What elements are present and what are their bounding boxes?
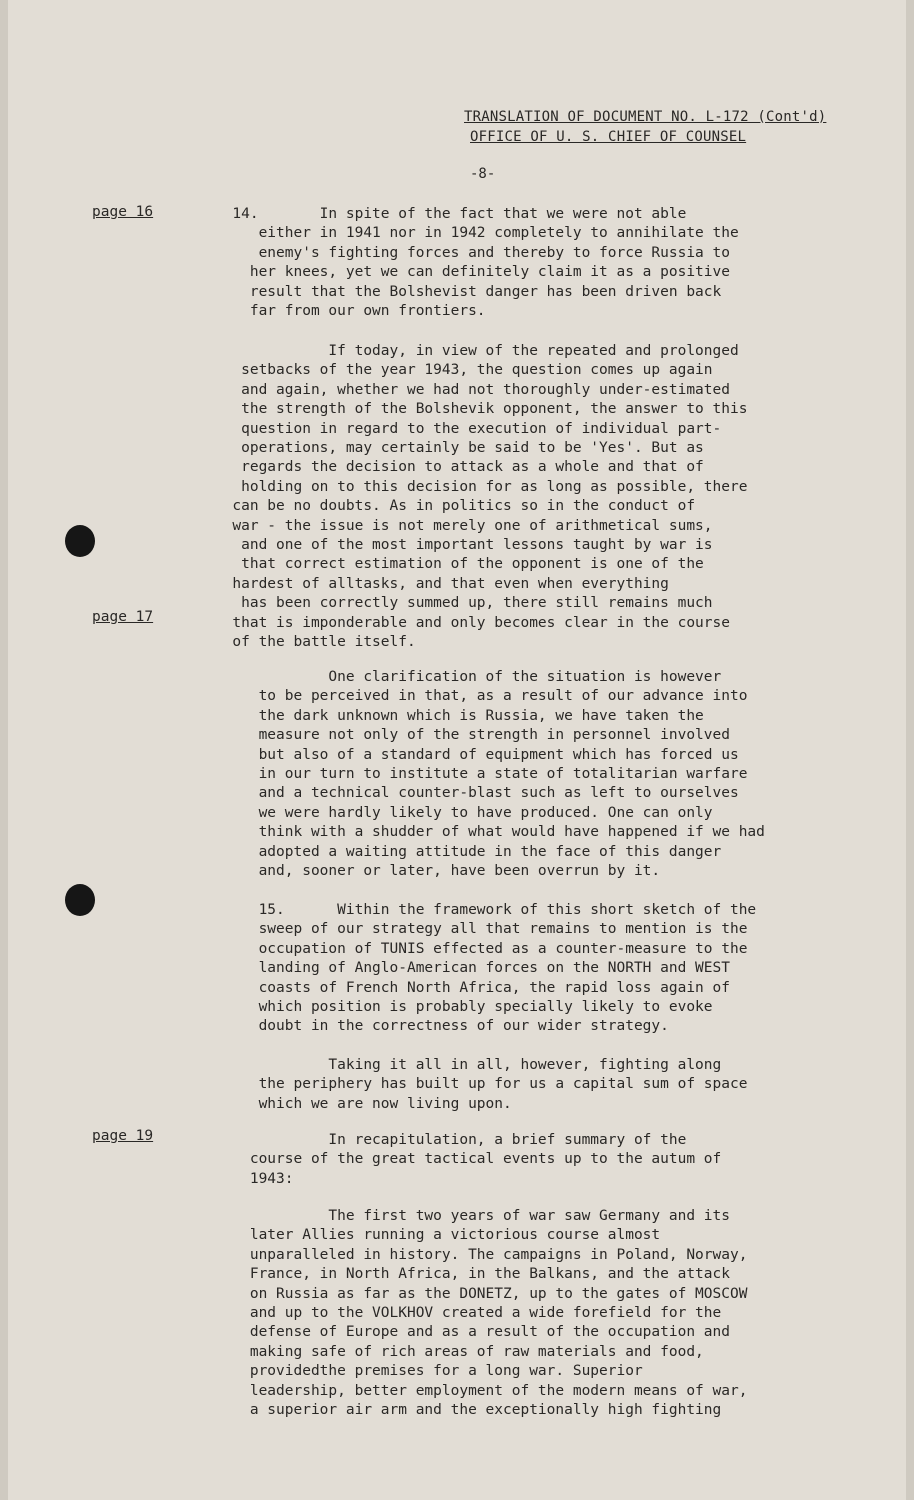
margin-ref-page-17: page 17 — [92, 609, 154, 625]
margin-ref-page-19: page 19 — [92, 1128, 154, 1144]
margin-ref-page-16: page 16 — [92, 204, 154, 220]
header-office: OFFICE OF U. S. CHIEF OF COUNSEL — [470, 129, 747, 145]
document-header — [464, 107, 826, 147]
header-title: TRANSLATION OF DOCUMENT NO. L-172 (Cont'd) — [464, 109, 827, 125]
document-page — [8, 0, 906, 1500]
paragraph-periphery: Taking it all in all, however, fighting along the periphery has built up for us a capital sum of space which we are now living upon. — [258, 1057, 748, 1112]
page-number: -8- — [470, 166, 496, 182]
paragraph-14: 14. In spite of the fact that we were not able either in 1941 nor in 1942 completely to annihilate the enemy's fighting forces and thereby to force Russia to her knees, yet we can definitely claim it as a positive result that the Bolshevist danger has been driven back far from our own frontiers. — [232, 206, 739, 320]
paragraph-setbacks: If today, in view of the repeated and prolonged setbacks of the year 1943, the question comes up again and again, whether we had not thoroughly under-estimated the strength of the Bolshevik opponent, the answer to this question in regard to the execution of individual part- operations, may certainly be said to be 'Yes'. But as regards the decision to attack as a whole and that of holding on to this decision for as long as possible, there can be no doubts. As in politics so in the conduct of war - the issue is not merely one of arithmetical sums, and one of the most important lessons taught by war is that correct estimation of the opponent is one of the hardest of alltasks, and that even when everything has been correctly summed up, there still remains much that is imponderable and only becomes clear in the course of the battle itself. — [232, 343, 748, 651]
paragraph-clarification: One clarification of the situation is however to be perceived in that, as a result of our advance into the dark unknown which is Russia, we have taken the measure not only of the strength in personnel involved but also of a standard of equipment which has forced us in our turn to institute a state of totalitarian warfare and a technical counter-blast such as left to ourselves we were hardly likely to have produced. One can only think with a shudder of what would have happened if we had adopted a waiting attitude in the face of this danger and, sooner or later, have been overrun by it. — [258, 669, 765, 880]
paragraph-first-two-years: The first two years of war saw Germany and its later Allies running a victorious course almost unparalleled in history. The campaigns in Poland, Norway, France, in North Africa, in the Balkans, and the attack on Russia as far as the DONETZ, up to the gates of MOSCOW and up to the VOLKHOV created a wide forefield for the defense of Europe and as a result of the occupation and making safe of rich areas of raw materials and food, providedthe premises for a long war. Superior leadership, better employment of the modern means of war, a superior air arm and the exceptionally high fighting — [249, 1208, 748, 1419]
paragraph-15: 15. Within the framework of this short sketch of the sweep of our strategy all that remains to mention is the occupation of TUNIS effected as a counter-measure to the landing of Anglo-American forces on the NORTH and WEST coasts of French North Africa, the rapid loss again of which position is probably specially likely to evoke doubt in the correctness of our wider strategy. — [258, 902, 757, 1035]
punch-hole — [65, 884, 95, 916]
punch-hole — [65, 525, 95, 557]
paragraph-recapitulation: In recapitulation, a brief summary of the course of the great tactical events up to the autum of 1943: — [249, 1132, 722, 1187]
